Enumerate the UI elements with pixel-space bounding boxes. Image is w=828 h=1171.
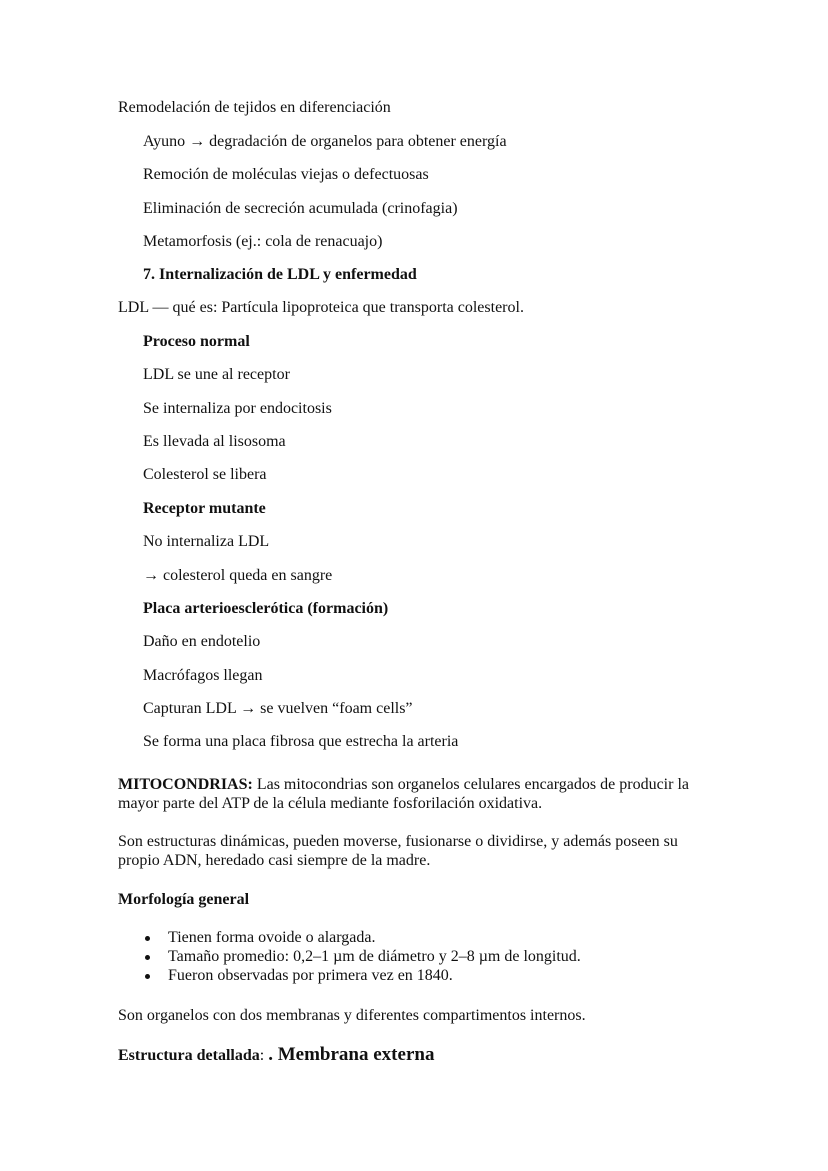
mitochondria-label: MITOCONDRIAS: (118, 776, 253, 793)
plaque-step: Daño en endotelio (143, 633, 261, 650)
autophagy-item: Remoción de moléculas viejas o defectuosas (143, 166, 429, 183)
section-heading-ldl: 7. Internalización de LDL y enfermedad (143, 266, 417, 283)
morphology-bullet (118, 928, 581, 947)
ldl-definition: LDL — qué es: Partícula lipoproteica que transporta colesterol. (118, 299, 524, 316)
autophagy-intro: Remodelación de tejidos en diferenciación (118, 99, 391, 116)
mitochondria-membranes: Son organelos con dos membranas y diferentes compartimentos internos. (118, 1007, 586, 1024)
bullet-icon (145, 955, 150, 960)
mitochondria-intro (118, 776, 718, 813)
structure-heading (118, 1045, 434, 1066)
mutant-step: No internaliza LDL (143, 533, 270, 550)
subheading-plaque: Placa arterioesclerótica (formación) (143, 600, 389, 617)
mitochondria-dynamics: Son estructuras dinámicas, pueden moverse, fusionarse o dividirse, y además poseen su propio ADN, heredado casi siempre de la madre. (118, 833, 678, 869)
autophagy-item: Metamorfosis (ej.: cola de renacuajo) (143, 233, 383, 250)
process-step: Colesterol se libera (143, 466, 267, 483)
plaque-step: Capturan LDL → se vuelven “foam cells” (143, 700, 413, 717)
autophagy-item: Ayuno → degradación de organelos para obtener energía (143, 133, 507, 150)
plaque-step: Se forma una placa fibrosa que estrecha la arteria (143, 733, 459, 750)
bullet-text: Tienen forma ovoide o alargada. (168, 929, 376, 946)
morphology-list (118, 928, 581, 985)
autophagy-item: Eliminación de secreción acumulada (crinofagia) (143, 200, 458, 217)
structure-subheading: . Membrana externa (268, 1044, 435, 1065)
subheading-normal-process: Proceso normal (143, 333, 250, 350)
bullet-text: Fueron observadas por primera vez en 1840. (168, 967, 453, 984)
mitochondria-intro-text: Las mitocondrias son organelos celulares encargados de producir la mayor parte del ATP de la célula mediante fosforilación oxidativa. (118, 776, 689, 812)
structure-separator: : (259, 1047, 269, 1064)
process-step: Es llevada al lisosoma (143, 433, 286, 450)
process-step: Se internaliza por endocitosis (143, 400, 332, 417)
morphology-bullet (118, 947, 581, 966)
bullet-icon (145, 936, 150, 941)
plaque-step: Macrófagos llegan (143, 667, 263, 684)
bullet-text: Tamaño promedio: 0,2–1 µm de diámetro y 2–8 µm de longitud. (168, 948, 581, 965)
subheading-mutant-receptor: Receptor mutante (143, 500, 266, 517)
mutant-step: → colesterol queda en sangre (143, 567, 333, 584)
bullet-icon (145, 974, 150, 979)
subheading-morphology: Morfología general (118, 891, 250, 908)
morphology-bullet (118, 966, 581, 985)
process-step: LDL se une al receptor (143, 366, 290, 383)
structure-label: Estructura detallada (118, 1047, 260, 1064)
